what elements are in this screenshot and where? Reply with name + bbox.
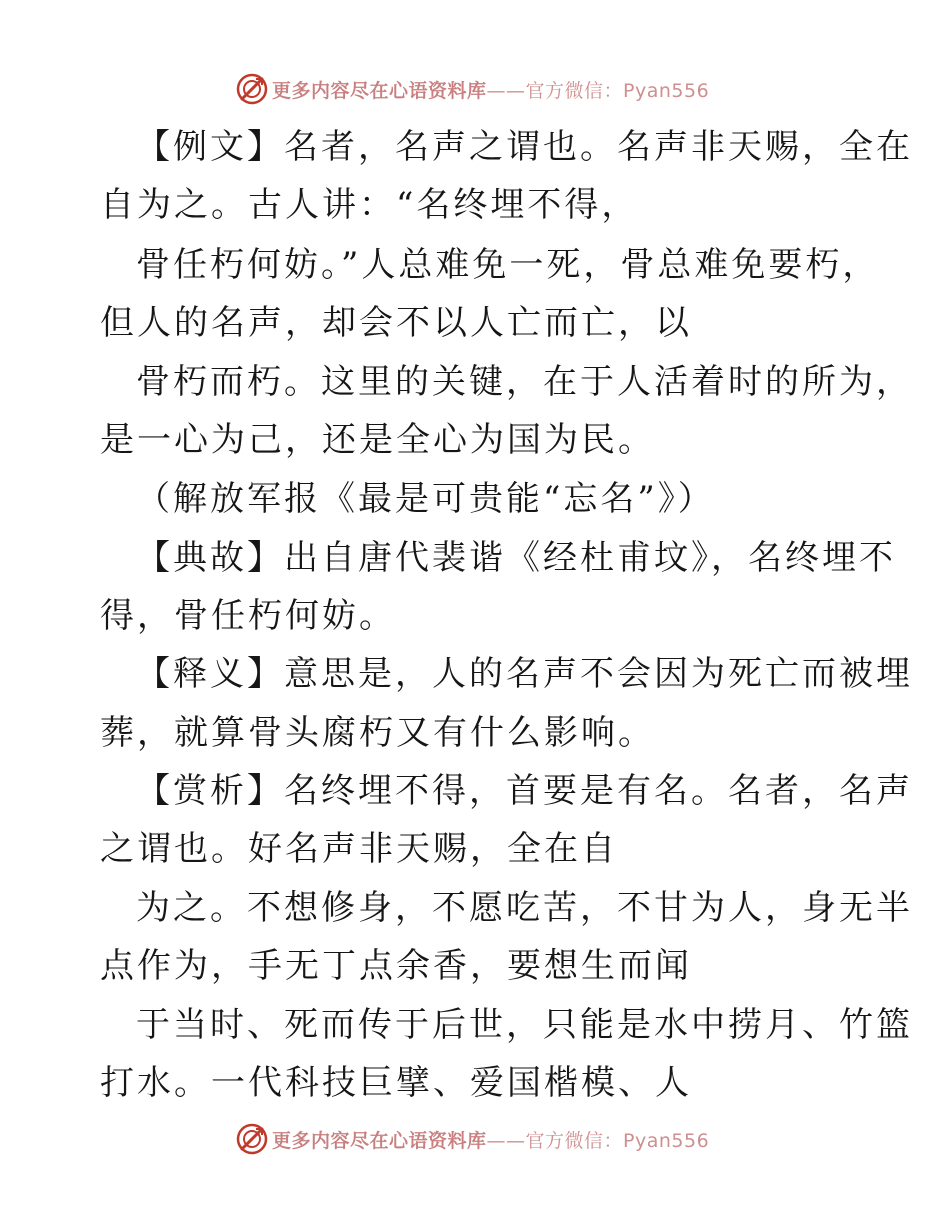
text-line: 于当时、死而传于后世，只能是水中捞月、竹篮 xyxy=(136,1005,913,1045)
text-line: （解放军报《最是可贵能“忘名”》） xyxy=(136,479,715,519)
logo-icon xyxy=(236,1123,268,1155)
text-line: 点作为，手无丁点余香，要想生而闻 xyxy=(100,946,692,986)
text-line: 【例文】名者，名声之谓也。名声非天赐，全在 xyxy=(136,127,913,167)
text-line: 骨任朽何妨。”人总难免一死，骨总难免要朽， xyxy=(136,245,880,285)
text-line: 为之。不想修身，不愿吃苦，不甘为人，身无半 xyxy=(136,888,913,928)
text-line: 之谓也。好名声非天赐，全在自 xyxy=(100,829,618,869)
text-line: 但人的名声，却会不以人亡而亡，以 xyxy=(100,303,692,343)
text-line: 【典故】出自唐代裴谐《经杜甫坟》，名终埋不 xyxy=(136,538,896,578)
text-line: 【释义】意思是，人的名声不会因为死亡而被埋 xyxy=(136,654,913,694)
text-line: 打水。一代科技巨擘、爱国楷模、人 xyxy=(100,1063,692,1103)
text-line: 葬，就算骨头腐朽又有什么影响。 xyxy=(100,713,655,753)
watermark-text: 更多内容尽在心语资料库——官方微信：Pyan556 xyxy=(272,79,710,102)
text-line: 是一心为己，还是全心为国为民。 xyxy=(100,420,655,460)
header-watermark xyxy=(236,72,709,106)
text-line: 【赏析】名终埋不得，首要是有名。名者，名声 xyxy=(136,771,913,811)
watermark-text: 更多内容尽在心语资料库——官方微信：Pyan556 xyxy=(272,1129,710,1152)
text-line: 自为之。古人讲：“名终埋不得， xyxy=(100,185,639,225)
footer-watermark xyxy=(236,1122,709,1156)
text-line: 骨朽而朽。这里的关键，在于人活着时的所为， xyxy=(136,362,913,402)
text-line: 得，骨任朽何妨。 xyxy=(100,596,396,636)
logo-icon xyxy=(236,73,268,105)
